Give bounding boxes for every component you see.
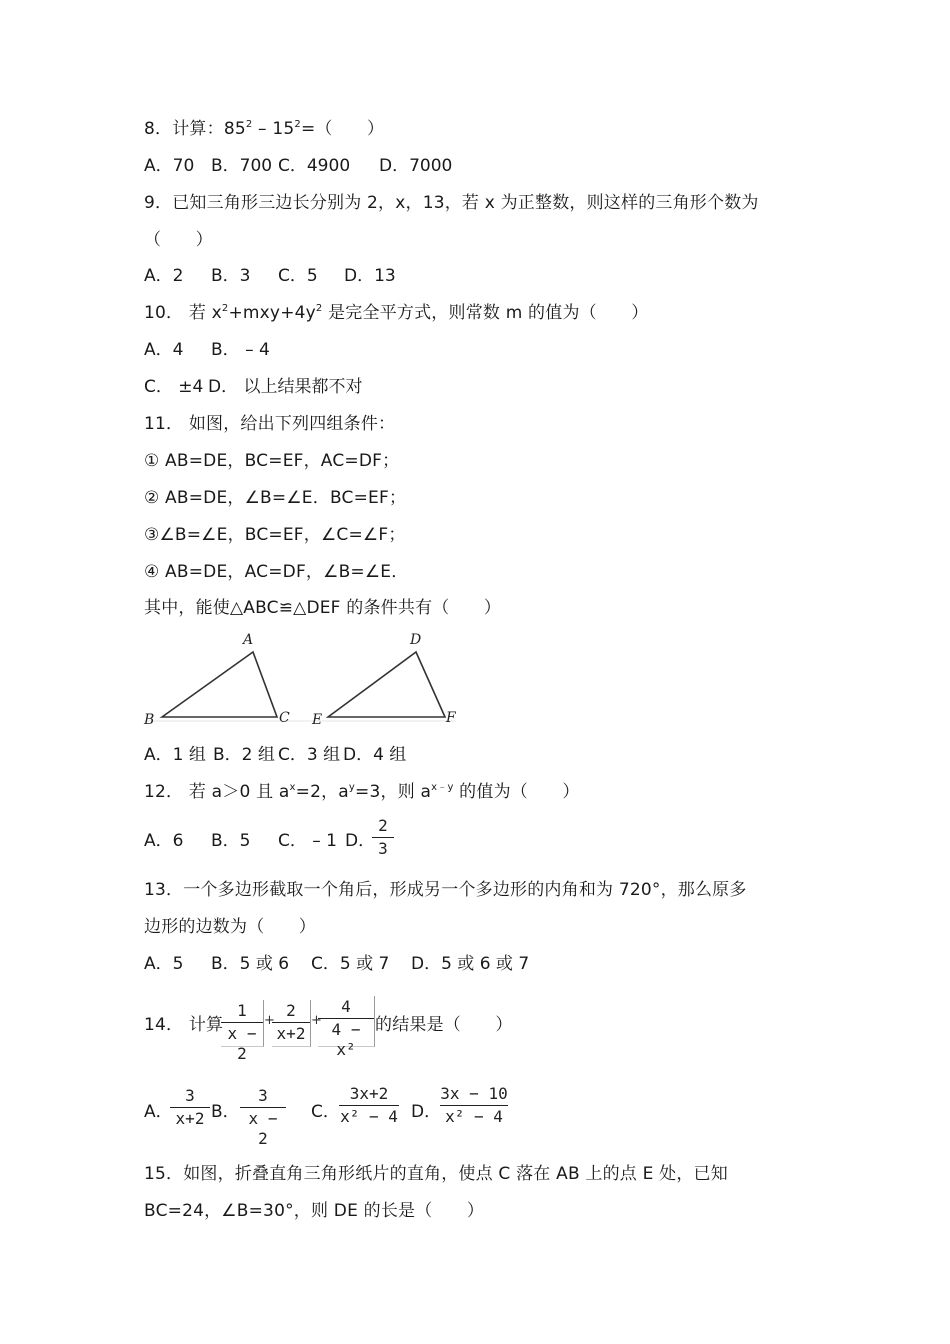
q8-stem: 8．计算：$85^2 - 15^2=$（ ） xyxy=(144,119,385,139)
q14-option-a-label: A． xyxy=(144,1102,173,1122)
q12-option-b: B．5 xyxy=(211,831,251,851)
q10-stem: 10． 若 $x^2+mxy+4y^2$ 是完全平方式，则常数 m 的值为（ ） xyxy=(144,303,649,323)
q9-option-b: B．3 xyxy=(211,266,251,286)
q12-option-d: D． xyxy=(345,831,376,851)
q12-option-a: A．6 xyxy=(144,831,184,851)
triangle-abc xyxy=(162,652,277,717)
q11-option-b: B．2 组 xyxy=(213,745,275,765)
q14-option-b-fraction: 3 x − 2 xyxy=(240,1086,286,1149)
q9-stem-line2: （ ） xyxy=(144,230,213,250)
q14-option-c-label: C． xyxy=(311,1102,340,1122)
label-f: F xyxy=(446,710,456,726)
q14-option-d-fraction: 3x − 10 x² − 4 xyxy=(440,1084,508,1126)
label-c: C xyxy=(279,710,290,726)
q14-suffix: 的结果是（ ） xyxy=(375,1015,513,1035)
q14-frac-2: 2 x+2 xyxy=(272,1001,310,1044)
q11-condition-3: ③∠B=∠E，BC=EF，∠C=∠F； xyxy=(144,525,406,545)
q12-option-d-fraction: 2 3 xyxy=(372,816,394,859)
q14-prefix: 14． 计算 xyxy=(144,1015,224,1035)
q15-stem-line1: 15．如图，折叠直角三角形纸片的直角，使点 C 落在 AB 上的点 E 处，已知 xyxy=(144,1164,728,1184)
q11-option-c: C．3 组 xyxy=(278,745,341,765)
q11-option-d: D．4 组 xyxy=(343,745,407,765)
q8-option-d: D．7000 xyxy=(379,156,453,176)
q14-frac-3: 4 4 − x² xyxy=(318,997,374,1060)
triangle-def xyxy=(328,652,445,717)
q10-option-c: C． ±4 xyxy=(144,377,204,397)
q13-stem-line2: 边形的边数为（ ） xyxy=(144,917,316,937)
q14-frac-1: 1 x − 2 xyxy=(221,1001,263,1064)
q13-option-c: C．5 或 7 xyxy=(311,954,390,974)
q11-condition-1: ① AB=DE，BC=EF，AC=DF； xyxy=(144,451,400,471)
q13-option-a: A．5 xyxy=(144,954,184,974)
label-e: E xyxy=(312,712,323,728)
q8-option-a: A．70 xyxy=(144,156,195,176)
q11-question: 其中，能使△ABC≌△DEF 的条件共有（ ） xyxy=(144,598,502,618)
q14-option-c-fraction: 3x+2 x² − 4 xyxy=(340,1084,398,1126)
q11-triangles-figure xyxy=(140,626,460,730)
q13-option-b: B．5 或 6 xyxy=(211,954,290,974)
label-a: A xyxy=(243,632,254,648)
q8-option-b: B．700 xyxy=(211,156,273,176)
q13-stem-line1: 13．一个多边形截取一个角后，形成另一个多边形的内角和为 720°，那么原多 xyxy=(144,880,747,900)
q15-stem-line2: BC=24，∠B=30°，则 DE 的长是（ ） xyxy=(144,1201,485,1221)
q9-option-c: C．5 xyxy=(278,266,318,286)
q12-option-c: C． – 1 xyxy=(278,831,337,851)
q14-plus-2: + xyxy=(311,1013,322,1028)
q10-option-d: D． 以上结果都不对 xyxy=(208,377,363,397)
q11-option-a: A．1 组 xyxy=(144,745,206,765)
q12-stem: 12． 若 a＞0 且 $a^x=2$，$a^y=3$，则 $a^{x﹣y}$ 的值为（ ） xyxy=(144,782,580,802)
q8-option-c: C．4900 xyxy=(278,156,351,176)
label-b: B xyxy=(144,712,155,728)
q11-condition-4: ④ AB=DE，AC=DF，∠B=∠E． xyxy=(144,562,409,582)
q14-option-a-fraction: 3 x+2 xyxy=(170,1086,210,1129)
q13-option-d: D．5 或 6 或 7 xyxy=(411,954,530,974)
q10-option-b: B． – 4 xyxy=(211,340,270,360)
label-d: D xyxy=(410,632,422,648)
q9-option-a: A．2 xyxy=(144,266,184,286)
q14-option-d-label: D． xyxy=(411,1102,442,1122)
q14-plus-1: + xyxy=(264,1013,275,1028)
q14-option-b-label: B． xyxy=(211,1102,240,1122)
q11-stem: 11． 如图，给出下列四组条件： xyxy=(144,414,396,434)
q10-option-a: A．4 xyxy=(144,340,184,360)
q9-option-d: D．13 xyxy=(344,266,396,286)
q11-condition-2: ② AB=DE，∠B=∠E．BC=EF； xyxy=(144,488,407,508)
q9-stem-line1: 9．已知三角形三边长分别为 2，x，13，若 x 为正整数，则这样的三角形个数为 xyxy=(144,193,759,213)
